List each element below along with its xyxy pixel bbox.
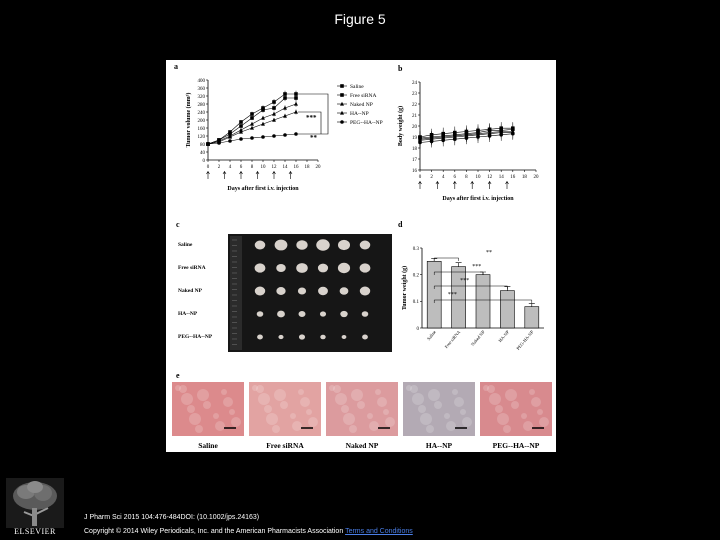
y-tick-label: 23 [412,91,417,97]
tumor-sample [340,311,347,317]
tumor-sample [320,335,325,340]
y-tick-label: 22 [412,102,417,108]
x-tick-label: Naked NP [469,329,486,347]
x-tick-label: 14 [498,175,504,180]
tissue-texture [290,413,296,419]
bar [427,261,441,328]
tumor-sample [360,287,370,296]
tissue-texture [446,421,456,431]
tissue-texture [454,397,464,407]
data-point [418,141,422,145]
panel-c-photo [166,228,394,354]
row-label: Naked NP [178,288,202,294]
tissue-texture [256,385,264,393]
tissue-texture [531,397,541,407]
data-point [250,116,254,120]
x-tick-label: 6 [453,175,457,180]
terms-and-conditions-link[interactable]: Terms and Conditions [345,528,413,535]
tumor-sample [360,241,371,250]
injection-arrow [506,182,509,190]
tissue-texture [511,401,519,409]
x-tick-label: 0 [418,175,422,180]
data-point [217,141,221,145]
data-point [239,124,243,128]
y-tick-label: 280 [197,102,205,108]
tissue-texture [497,413,509,425]
tissue-texture [343,413,355,425]
row-label: PEG--HA--NP [178,334,213,340]
y-tick-label: 120 [197,134,205,140]
tissue-texture [197,389,209,401]
x-tick-label: HA-NP [497,329,511,344]
tissue-texture [452,389,458,395]
data-point [441,139,445,143]
injection-arrow [273,172,276,180]
x-tick-label: 20 [315,165,321,170]
panel-label-c: c [176,220,180,229]
data-point [283,96,287,100]
legend-label: PEG--HA--NP [350,120,383,126]
data-point [488,134,492,138]
error-bar [456,263,462,267]
histology-label: Saline [198,441,218,450]
x-tick-label: 6 [239,165,243,170]
tumor-sample [299,311,306,317]
x-tick-label: 8 [465,175,468,180]
injection-arrow [256,172,259,180]
tissue-texture [383,409,389,415]
row-label: Free siRNA [178,265,206,271]
y-tick-label: 80 [200,142,205,148]
tumor-sample [299,334,305,339]
tissue-texture [300,397,310,407]
tumor-sample [340,287,349,294]
x-tick-label: 18 [304,165,310,170]
tissue-texture [215,421,225,431]
y-tick-label: 320 [197,94,205,100]
tissue-texture [187,405,195,413]
tumor-sample [255,263,266,272]
tissue-texture [221,389,227,395]
tumor-sample [318,264,328,273]
tissue-texture [280,401,288,409]
legend-marker [340,111,344,115]
tissue-texture [335,393,347,405]
significance-label: *** [472,264,482,270]
panel-e-histology [166,378,556,452]
tissue-texture [274,389,286,401]
tissue-texture [369,421,379,431]
tissue-texture [213,413,219,419]
tissue-texture [308,417,318,427]
tumor-sample [362,311,369,317]
chart-panel-a [166,60,398,210]
tumor-sample [320,311,326,316]
tissue-texture [410,385,418,393]
data-point [250,122,254,126]
citation-text: J Pharm Sci 2015 104:476-484DOI: (10.1002/jps.24163) [84,514,260,521]
legend-label: HA--NP [350,111,369,117]
copyright-line [84,528,413,535]
histology-label: PEG--HA--NP [492,441,540,450]
data-point [239,120,243,124]
data-point [250,136,254,140]
tissue-texture [179,385,187,393]
tissue-texture [203,401,211,409]
y-tick-label: 24 [412,80,417,86]
tissue-texture [349,425,357,433]
tissue-texture [523,421,533,431]
tissue-texture [223,397,233,407]
tissue-texture [426,425,434,433]
tumor-sample [296,263,308,273]
x-tick-label: Saline [425,329,437,342]
significance-label: *** [447,292,457,298]
x-tick-label: PEG-HA-NP [515,329,535,351]
tissue-texture [341,405,349,413]
tissue-texture [266,413,278,425]
y-tick-label: 0.3 [412,246,419,252]
tumor-sample [360,263,371,272]
y-tick-label: 400 [197,78,205,84]
tumor-sample [255,287,265,296]
tissue-texture [434,401,442,409]
injection-arrow [436,182,439,190]
tumor-sample [316,239,330,250]
tumor-sample [318,287,328,295]
tumor-sample [342,335,347,339]
tissue-texture [537,409,543,415]
tissue-texture [385,417,395,427]
x-axis-title: Days after first i.v. injection [442,196,514,202]
significance-bracket [434,286,507,289]
y-tick-label: 20 [412,124,417,130]
tissue-texture [418,405,426,413]
data-point [294,132,298,136]
y-tick-label: 200 [197,118,205,124]
x-tick-label: 18 [521,175,527,180]
tissue-texture [428,389,440,401]
data-point [250,112,254,116]
tissue-texture [412,393,424,405]
histology-label: Naked NP [345,441,379,450]
tissue-texture [195,425,203,433]
data-point [272,112,276,116]
injection-arrow [207,172,210,180]
tissue-texture [229,409,235,415]
data-point [272,100,276,104]
tissue-texture [333,385,341,393]
y-tick-label: 17 [412,157,417,163]
x-tick-label: 10 [260,165,266,170]
tumor-sample [276,264,286,272]
tissue-texture [375,389,381,395]
tissue-texture [539,417,549,427]
injection-arrow [488,182,491,190]
data-point [294,96,298,100]
significance-label: *** [306,114,317,122]
x-tick-label: Free siRNA [443,329,462,350]
y-axis-title: Tumor weight (g) [402,265,408,311]
legend-label: Naked NP [350,102,373,108]
y-tick-label: 21 [412,113,417,119]
tumor-sample [296,240,307,250]
legend-label: Saline [350,84,364,90]
x-tick-label: 12 [487,175,493,180]
y-tick-label: 360 [197,86,205,92]
panel-label-d: d [398,220,403,229]
data-point [511,132,515,136]
x-tick-label: 20 [533,175,539,180]
x-tick-label: 8 [250,165,254,170]
histology-label: Free siRNA [266,441,304,450]
tissue-texture [460,409,466,415]
panel-label-b: b [398,64,403,73]
data-point [261,108,265,112]
y-tick-label: 0.2 [412,273,419,279]
y-tick-label: 0 [416,326,419,332]
error-bar [529,303,535,306]
elsevier-wordmark: ELSEVIER [14,527,56,536]
injection-arrow [289,172,292,180]
x-tick-label: 12 [271,165,277,170]
injection-arrow [240,172,243,180]
tissue-texture [487,385,495,393]
x-tick-label: 4 [228,165,232,170]
data-point [476,135,480,139]
significance-label: ** [310,134,317,142]
x-tick-label: 14 [282,165,288,170]
data-point [239,137,243,141]
data-point [283,133,287,137]
tumor-sample [338,263,350,273]
tumor-sample [338,240,350,250]
row-label: Saline [178,242,193,248]
y-tick-label: 16 [412,168,417,174]
data-point [261,135,265,139]
data-point [430,140,434,144]
tumor-sample [275,240,288,251]
data-point [228,139,232,143]
y-tick-label: 160 [197,126,205,132]
tissue-texture [367,413,373,419]
tissue-texture [444,413,450,419]
y-tick-label: 40 [200,150,205,156]
ruler [230,236,242,350]
y-tick-label: 0 [202,158,205,164]
tumor-sample [278,335,283,339]
injection-arrow [453,182,456,190]
y-tick-label: 0.1 [412,300,419,306]
y-tick-label: 19 [412,135,417,141]
tumor-sample [277,311,285,318]
tissue-texture [495,405,503,413]
tissue-texture [181,393,193,405]
data-point [499,133,503,137]
tissue-texture [420,413,432,425]
injection-arrow [471,182,474,190]
tissue-texture [272,425,280,433]
tissue-texture [462,417,472,427]
significance-label: ** [486,250,492,256]
x-axis-title: Days after first i.v. injection [227,186,299,192]
data-point [294,110,298,114]
significance-bracket [434,258,458,261]
tissue-texture [189,413,201,425]
data-point [294,102,298,106]
panel-label-e: e [176,371,180,380]
tumor-sample [255,241,266,250]
tissue-texture [258,393,270,405]
copyright-text: Copyright © 2014 Wiley Periodicals, Inc. and the American Pharmacists Association [84,528,344,535]
y-axis-title: Body weight (g) [398,105,404,147]
chart-panel-b [388,60,556,210]
tumor-sample [276,287,285,295]
bar [525,307,539,328]
tumor-sample [257,311,264,317]
tumor-sample [298,288,306,295]
x-tick-label: 2 [217,165,221,170]
tissue-texture [306,409,312,415]
bar [500,291,514,328]
tissue-texture [521,413,527,419]
x-tick-label: 16 [510,175,516,180]
tissue-texture [264,405,272,413]
data-point [272,106,276,110]
tissue-texture [231,417,241,427]
injection-arrow [223,172,226,180]
row-label: HA--NP [178,311,198,317]
legend-label: Free siRNA [350,93,377,99]
tissue-texture [351,389,363,401]
tissue-texture [377,397,387,407]
y-tick-label: 18 [412,146,417,152]
tissue-texture [357,401,365,409]
tissue-texture [503,425,511,433]
data-point [272,134,276,138]
bar [476,275,490,328]
x-tick-label: 4 [441,175,445,180]
x-tick-label: 16 [293,165,299,170]
x-tick-label: 0 [206,165,210,170]
significance-label: *** [460,278,470,284]
tissue-texture [298,389,304,395]
tumor-sample [362,335,368,340]
y-tick-label: 240 [197,110,205,116]
tumor-sample [257,335,263,340]
tissue-texture [529,389,535,395]
tumor-photo-grid [166,228,394,354]
slide-title: Figure 5 [334,11,386,27]
panel-label-a: a [174,62,178,71]
x-tick-label: 10 [475,175,481,180]
figure-image [166,60,556,452]
data-point [206,142,210,146]
injection-arrow [419,182,422,190]
data-point [453,137,457,141]
data-point [465,136,469,140]
y-axis-title: Tumor volume (mm³) [186,92,192,148]
x-tick-label: 2 [430,175,433,180]
histology-label: HA--NP [425,441,453,450]
legend-marker [340,102,344,106]
tissue-texture [292,421,302,431]
tissue-texture [505,389,517,401]
tissue-texture [489,393,501,405]
chart-panel-d [396,218,556,358]
